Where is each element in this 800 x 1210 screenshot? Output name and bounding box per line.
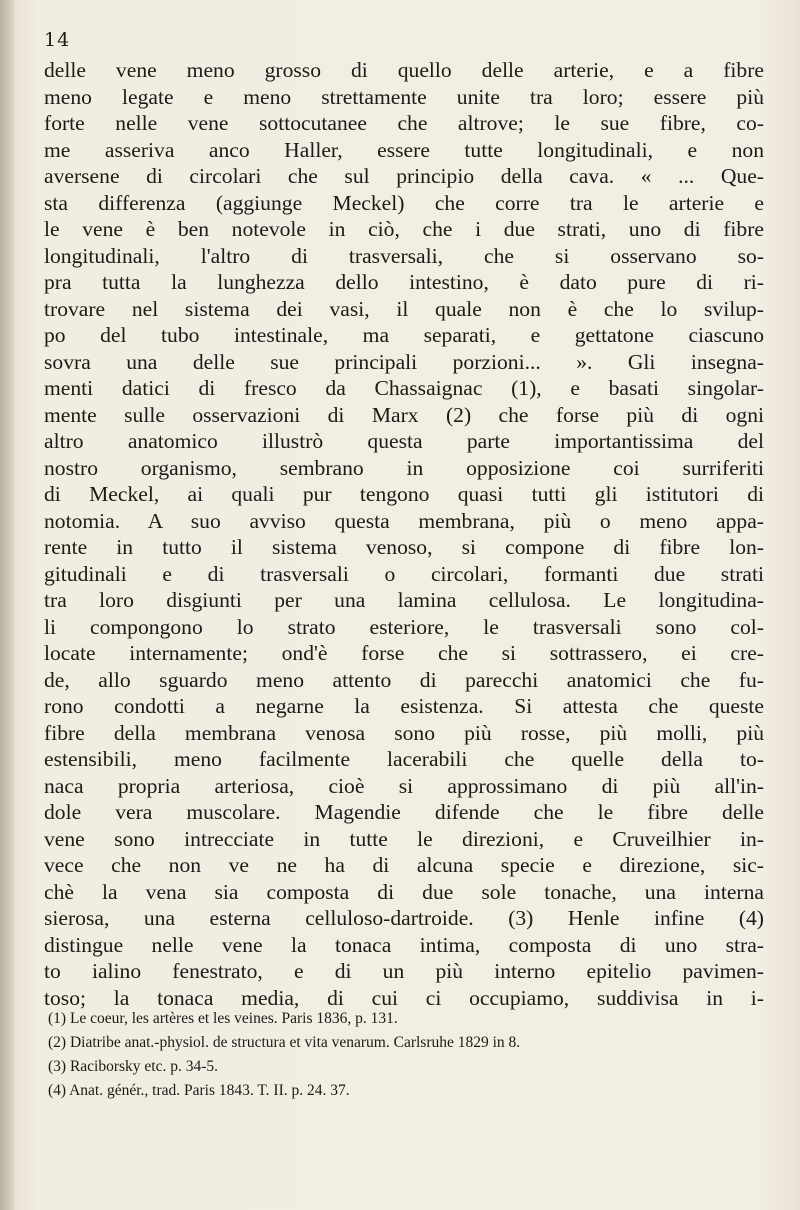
text-line: menti datici di fresco da Chassaignac (1), e basati singolar- xyxy=(44,376,764,400)
text-line: pra tutta la lunghezza dello intestino, è dato pure di ri- xyxy=(44,270,764,294)
text-line: mente sulle osservazioni di Marx (2) che forse più di ogni xyxy=(44,402,764,427)
text-line: naca propria arteriosa, cioè si approssimano di più all'in- xyxy=(44,773,764,798)
text-line: estensibili, meno facilmente lacerabili che quelle della to- xyxy=(44,747,764,771)
footnote: (2) Diatribe anat.-physiol. de structura et vita venarum. Carlsruhe 1829 in 8. xyxy=(48,1034,521,1051)
footnote: (4) Anat. génér., trad. Paris 1843. T. II. p. 24. 37. xyxy=(48,1082,350,1099)
body-text xyxy=(44,57,764,1011)
text-line: me asseriva anco Haller, essere tutte longitudinali, e non xyxy=(44,137,764,162)
text-line: aversene di circolari che sul principio della cava. « ... Que- xyxy=(44,164,764,188)
footnote: (1) Le coeur, les artères et les veines. Paris 1836, p. 131. xyxy=(48,1010,398,1027)
text-line: gitudinali e di trasversali o circolari, formanti due strati xyxy=(44,561,764,586)
text-line: fibre della membrana venosa sono più rosse, più molli, più xyxy=(44,720,764,745)
text-line: trovare nel sistema dei vasi, il quale non è che lo svilup- xyxy=(44,296,764,321)
footnote: (3) Raciborsky etc. p. 34-5. xyxy=(48,1058,219,1075)
text-line: dole vera muscolare. Magendie difende che le fibre delle xyxy=(44,800,764,824)
text-line: chè la vena sia composta di due sole tonache, una interna xyxy=(44,879,764,904)
text-line: rono condotti a negarne la esistenza. Si attesta che queste xyxy=(44,694,764,718)
text-line: po del tubo intestinale, ma separati, e gettatone ciascuno xyxy=(44,323,764,347)
text-line: nostro organismo, sembrano in opposizione coi surriferiti xyxy=(44,455,764,480)
text-line: li compongono lo strato esteriore, le trasversali sono col- xyxy=(44,614,764,639)
text-line: forte nelle vene sottocutanee che altrove; le sue fibre, co- xyxy=(44,111,764,135)
text-line: sta differenza (aggiunge Meckel) che corre tra le arterie e xyxy=(44,190,764,215)
page-number: 14 xyxy=(44,29,71,51)
page-binding-edge xyxy=(0,0,14,1210)
text-line: toso; la tonaca media, di cui ci occupiamo, suddivisa in i- xyxy=(44,985,764,1010)
text-line: meno legate e meno strettamente unite tra loro; essere più xyxy=(44,84,764,109)
text-line: vene sono intrecciate in tutte le direzioni, e Cruveilhier in- xyxy=(44,826,764,851)
text-line: sovra una delle sue principali porzioni... ». Gli insegna- xyxy=(44,349,764,374)
text-line: altro anatomico illustrò questa parte importantissima del xyxy=(44,429,764,453)
text-line: distingue nelle vene la tonaca intima, composta di uno stra- xyxy=(44,932,764,957)
footnotes xyxy=(48,1007,768,1103)
text-line: longitudinali, l'altro di trasversali, che si osservano so- xyxy=(44,243,764,268)
text-line: locate internamente; ond'è forse che si sottrassero, ei cre- xyxy=(44,641,764,665)
text-line: sierosa, una esterna celluloso-dartroide. (3) Henle infine (4) xyxy=(44,906,764,930)
text-line: rente in tutto il sistema venoso, si compone di fibre lon- xyxy=(44,535,764,559)
text-line: di Meckel, ai quali pur tengono quasi tutti gli istitutori di xyxy=(44,482,764,506)
text-line: notomia. A suo avviso questa membrana, più o meno appa- xyxy=(44,508,764,533)
text-line: vece che non ve ne ha di alcuna specie e direzione, sic- xyxy=(44,853,764,877)
text-line: de, allo sguardo meno attento di parecchi anatomici che fu- xyxy=(44,667,764,692)
text-line: delle vene meno grosso di quello delle arterie, e a fibre xyxy=(44,58,764,82)
text-line: le vene è ben notevole in ciò, che i due strati, uno di fibre xyxy=(44,217,764,241)
text-line: tra loro disgiunti per una lamina cellulosa. Le longitudina- xyxy=(44,588,764,612)
text-line: to ialino fenestrato, e di un più interno epitelio pavimen- xyxy=(44,959,764,983)
